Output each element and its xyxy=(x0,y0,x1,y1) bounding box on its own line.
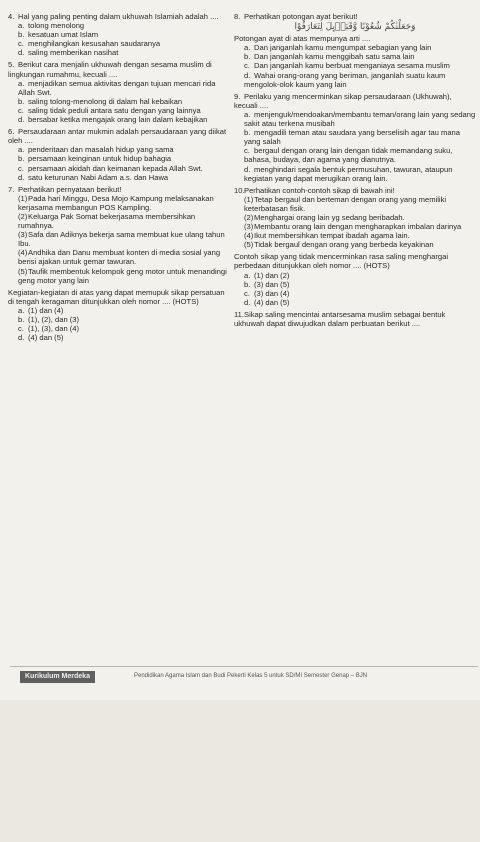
option-label: c. xyxy=(18,324,24,334)
option-text: satu keturunan Nabi Adam a.s. dan Hawa xyxy=(28,172,169,182)
answer-option xyxy=(8,315,230,324)
option-label: c. xyxy=(18,39,24,49)
option-text: menjadikan semua aktivitas dengan tujuan mencari rida Allah Swt. xyxy=(18,78,216,97)
answer-option xyxy=(234,231,476,240)
question-text: Potongan ayat di atas mempunya arti .... xyxy=(234,34,371,44)
question-text: Perhatikan contoh-contoh sikap di bawah ini! xyxy=(244,185,395,195)
question-number: 10. xyxy=(234,185,245,195)
question xyxy=(234,186,476,250)
option-label: a. xyxy=(18,305,25,315)
question-text: Persaudaraan antar mukmin adalah persaudaraan yang diikat oleh .... xyxy=(8,127,227,146)
option-label: c. xyxy=(18,163,24,173)
option-label: b. xyxy=(244,279,251,289)
arabic-verse: وَجَعَلْنٰكُمْ شُعُوْبًا وَّقَبَاۤىِٕلَ لِتَعَارَفُوْا xyxy=(294,22,416,33)
option-text: (1), (2), dan (3) xyxy=(28,315,80,324)
question-text: Perhatikan potongan ayat berikut! xyxy=(244,12,358,21)
option-text: Dan janganlah kamu berbuat menganiaya sesama muslim xyxy=(254,61,450,71)
option-label: d. xyxy=(244,297,251,307)
option-label: d. xyxy=(244,70,251,80)
answer-option xyxy=(8,333,230,342)
option-label: d. xyxy=(18,333,25,343)
answer-option xyxy=(8,164,230,173)
option-label: b. xyxy=(18,154,25,164)
question-text: Kegiatan-kegiatan di atas yang dapat memupuk sikap persatuan di tengah keragaman ditunjukkan oleh nomor .... (HOTS) xyxy=(8,287,225,306)
question xyxy=(234,310,476,328)
answer-option xyxy=(234,52,476,61)
option-text: Dan janganlah kamu mengumpat sebagian yang lain xyxy=(254,43,432,53)
answer-option xyxy=(8,173,230,182)
option-text: (1), (3), dan (4) xyxy=(28,324,80,334)
question-number: 5. xyxy=(8,60,15,70)
option-label: d. xyxy=(18,48,25,58)
answer-option xyxy=(8,212,230,230)
question xyxy=(8,60,230,124)
answer-option xyxy=(234,43,476,52)
question-text: Perilaku yang mencerminkan sikap persaudaraan (Ukhuwah), kecuali .... xyxy=(234,91,452,110)
answer-option xyxy=(234,298,476,307)
option-label: b. xyxy=(18,315,25,324)
answer-option xyxy=(234,110,476,128)
option-text: menghilangkan kesusahan saudaranya xyxy=(28,39,161,49)
option-label: c. xyxy=(244,61,250,71)
answer-option xyxy=(8,39,230,48)
answer-option xyxy=(234,146,476,164)
option-text: kesatuan umat Islam xyxy=(28,30,99,40)
option-text: Taufik membentuk kelompok geng motor untuk menandingi geng motor yang lain xyxy=(18,266,227,285)
option-text: saling memberikan nasihat xyxy=(28,48,119,58)
question-stem xyxy=(8,127,230,145)
question-text: Perhatikan pernyataan berikut! xyxy=(18,184,122,194)
question-number: 4. xyxy=(8,12,15,21)
option-label: d. xyxy=(18,172,25,182)
option-text: Wahai orang-orang yang beriman, janganlah suatu kaum mengolok-olok kaum yang lain xyxy=(244,70,446,89)
option-text: (1) dan (4) xyxy=(28,305,64,315)
option-text: bersabar ketika mengajak orang lain dalam kebajikan xyxy=(28,115,208,125)
question-stem xyxy=(234,310,476,328)
option-text: (3) dan (4) xyxy=(254,288,290,298)
option-label: (3) xyxy=(244,222,254,232)
answer-option xyxy=(8,306,230,315)
option-text: saling tolong-menolong di dalam hal kebaikan xyxy=(28,96,183,106)
option-text: (1) dan (2) xyxy=(254,270,290,280)
option-label: a. xyxy=(18,21,25,31)
footer-text: Pendidikan Agama Islam dan Budi Pekerti Kelas 5 untuk SD/MI Semester Genap – BJN xyxy=(134,673,368,679)
question xyxy=(8,185,230,285)
option-label: (3) xyxy=(18,230,28,240)
question-text: Hal yang paling penting dalam ukhuwah Islamiah adalah .... xyxy=(18,12,219,21)
answer-option xyxy=(234,271,476,280)
option-label: a. xyxy=(18,145,25,155)
question-stem xyxy=(8,12,230,21)
option-text: Pada hari Minggu, Desa Mojo Kampung melaksanakan kerjasama membangun POS Kampling. xyxy=(18,193,214,212)
answer-option xyxy=(8,79,230,97)
answer-option xyxy=(234,195,476,213)
answer-option xyxy=(234,240,476,249)
option-label: (1) xyxy=(18,193,28,203)
option-label: a. xyxy=(18,78,25,88)
answer-option xyxy=(8,115,230,124)
option-label: a. xyxy=(244,43,251,53)
question-number: 7. xyxy=(8,184,15,194)
option-label: c. xyxy=(244,288,250,298)
option-text: Membantu orang lain dengan mengharapkan imbalan darinya xyxy=(254,222,462,232)
option-text: (4) dan (5) xyxy=(254,297,290,307)
question xyxy=(234,92,476,183)
option-label: a. xyxy=(244,109,251,119)
question-stem xyxy=(234,92,476,110)
answer-option xyxy=(8,30,230,39)
option-text: persamaan keinginan untuk hidup bahagia xyxy=(28,154,172,164)
answer-option xyxy=(8,145,230,154)
answer-option xyxy=(8,48,230,57)
option-label: c. xyxy=(244,146,250,156)
answer-option xyxy=(8,248,230,266)
question xyxy=(8,127,230,182)
option-text: penderitaan dan masalah hidup yang sama xyxy=(28,145,174,155)
option-text: menghindari segala bentuk permusuhan, tawuran, ataupun kegiatan yang dapat merugikan orang lain. xyxy=(244,164,453,183)
answer-option xyxy=(234,280,476,289)
option-text: Keluarga Pak Somat bekerjasama membersihkan rumahnya. xyxy=(18,211,196,231)
left-column xyxy=(8,12,230,345)
answer-option xyxy=(8,194,230,212)
option-label: (5) xyxy=(244,240,254,250)
question xyxy=(234,12,476,89)
question-number: 6. xyxy=(8,127,15,137)
option-label: (4) xyxy=(18,248,28,258)
question-number: 11. xyxy=(234,309,244,319)
option-label: b. xyxy=(244,128,251,138)
option-text: persamaan akidah dan keimanan kepada Allah Swt. xyxy=(28,163,203,173)
question-number: 9. xyxy=(234,91,241,101)
question xyxy=(234,252,476,307)
question xyxy=(8,12,230,57)
option-label: b. xyxy=(18,96,25,106)
answer-option xyxy=(8,267,230,285)
question-stem xyxy=(8,60,230,78)
right-column xyxy=(234,12,476,331)
option-text: Safa dan Adiknya bekerja sama membuat kue ulang tahun Ibu. xyxy=(18,230,225,249)
answer-option xyxy=(234,222,476,231)
answer-option xyxy=(234,213,476,222)
answer-option xyxy=(8,154,230,163)
option-label: (4) xyxy=(244,231,254,241)
option-label: a. xyxy=(244,270,251,280)
option-label: d. xyxy=(244,164,251,174)
answer-option xyxy=(8,324,230,333)
footer xyxy=(10,666,478,683)
question-stem xyxy=(8,185,230,194)
option-label: d. xyxy=(18,115,25,125)
option-text: Ikut membersihkan tempat ibadah agama lain. xyxy=(254,231,410,241)
option-label: c. xyxy=(18,105,24,115)
option-text: menjenguk/mendoakan/membantu teman/orang lain yang sedang sakit atau terkena musibah xyxy=(244,109,476,129)
option-text: bergaul dengan orang lain dengan tidak memandang suku, bahasa, budaya, dan agama yang dianutnya. xyxy=(244,146,453,165)
answer-option xyxy=(234,61,476,70)
option-text: (4) dan (5) xyxy=(28,333,64,343)
answer-option xyxy=(8,97,230,106)
option-text: (3) dan (5) xyxy=(254,279,290,289)
question-text: Sikap saling mencintai antarsesama muslim sebagai bentuk ukhuwah dapat diwujudkan dalam perbuatan berikut .... xyxy=(234,309,446,328)
option-text: Tetap bergaul dan berteman dengan orang yang memiliki keterbatasan fisik. xyxy=(244,194,447,213)
question-stem xyxy=(234,12,476,21)
option-label: b. xyxy=(18,30,25,40)
option-text: mengadili teman atau saudara yang berselisih agar tau mana yang salah xyxy=(244,128,461,147)
curriculum-badge: Kurikulum Merdeka xyxy=(20,671,95,683)
question-text: Berikut cara menjalin ukhuwah dengan sesama muslim di lingkungan rumahmu, kecuali .... xyxy=(8,60,212,79)
question-text: Contoh sikap yang tidak mencerminkan rasa saling menghargai perbedaan ditunjukkan oleh nomor .... (HOTS) xyxy=(234,252,449,271)
option-text: Dan janganlah kamu menggibah satu sama lain xyxy=(254,52,415,62)
answer-option xyxy=(8,230,230,248)
question-stem xyxy=(234,186,476,195)
answer-option xyxy=(234,128,476,146)
answer-option xyxy=(8,21,230,30)
answer-option xyxy=(234,71,476,89)
question-number: 8. xyxy=(234,12,241,21)
option-text: tolong menolong xyxy=(28,21,85,31)
option-text: Andhika dan Danu membuat konten di media sosial yang berisi ajakan untuk gemar tawuran. xyxy=(18,248,221,267)
option-text: Menghargai orang lain yg sedang beribadah. xyxy=(254,212,405,222)
option-label: (5) xyxy=(18,266,28,276)
option-label: (2) xyxy=(244,212,254,222)
option-label: (1) xyxy=(244,194,254,204)
option-label: b. xyxy=(244,52,251,62)
answer-option xyxy=(234,165,476,183)
answer-option xyxy=(234,289,476,298)
question-stem xyxy=(8,288,230,306)
question xyxy=(8,288,230,343)
answer-option xyxy=(8,106,230,115)
option-label: (2) xyxy=(18,211,28,221)
question-stem xyxy=(234,252,476,270)
option-text: Tidak bergaul dengan orang yang berbeda keyakinan xyxy=(254,240,434,250)
option-text: saling tidak peduli antara satu dengan yang lainnya xyxy=(28,105,201,115)
